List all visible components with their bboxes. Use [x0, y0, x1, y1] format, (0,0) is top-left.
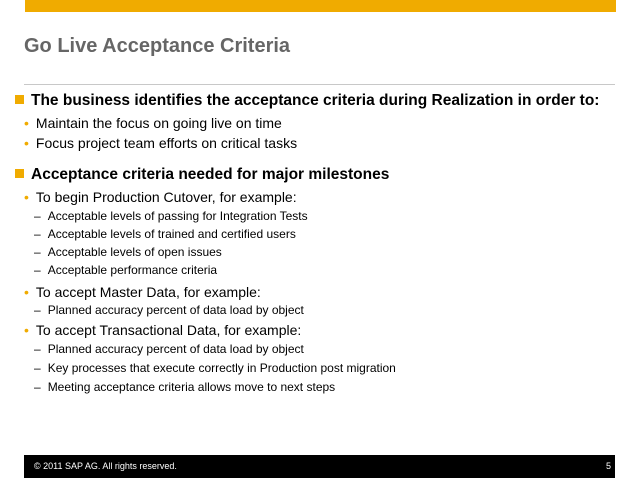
bullet-dot-icon: • [24, 189, 29, 205]
square-bullet-icon [15, 95, 24, 104]
sub-bullet-item: – Acceptable levels of open issues [34, 245, 222, 259]
bullet-item: • Focus project team efforts on critical tasks [24, 135, 298, 151]
copyright-text: © 2011 SAP AG. All rights reserved. [34, 461, 177, 471]
sub-bullet-item: – Planned accuracy percent of data load by object [34, 342, 304, 356]
sub-bullet-item: – Planned accuracy percent of data load by object [34, 303, 304, 317]
bullet-item: • Maintain the focus on going live on time [24, 115, 282, 131]
sub-bullet-item: – Meeting acceptance criteria allows move to next steps [34, 380, 336, 394]
section-heading: The business identifies the acceptance criteria during Realization in order to: [15, 92, 599, 110]
bullet-dot-icon: • [24, 284, 29, 300]
section-heading: Acceptance criteria needed for major milestones [15, 166, 389, 184]
sub-bullet-item: – Acceptable levels of passing for Integration Tests [34, 209, 308, 223]
slide-footer [24, 455, 615, 478]
bullet-item: • To accept Master Data, for example: [24, 284, 261, 300]
bullet-item: • To begin Production Cutover, for example: [24, 189, 297, 205]
slide-title: Go Live Acceptance Criteria [24, 35, 291, 57]
bullet-dot-icon: • [24, 322, 29, 338]
page-number: 5 [605, 461, 611, 471]
bullet-item: • To accept Transactional Data, for example: [24, 322, 302, 338]
square-bullet-icon [15, 169, 24, 178]
sub-bullet-item: – Acceptable performance criteria [34, 263, 218, 277]
sub-bullet-item: – Key processes that execute correctly in Production post migration [34, 361, 396, 375]
bullet-dot-icon: • [24, 115, 29, 131]
bullet-dot-icon: • [24, 135, 29, 151]
sub-bullet-item: – Acceptable levels of trained and certified users [34, 227, 296, 241]
